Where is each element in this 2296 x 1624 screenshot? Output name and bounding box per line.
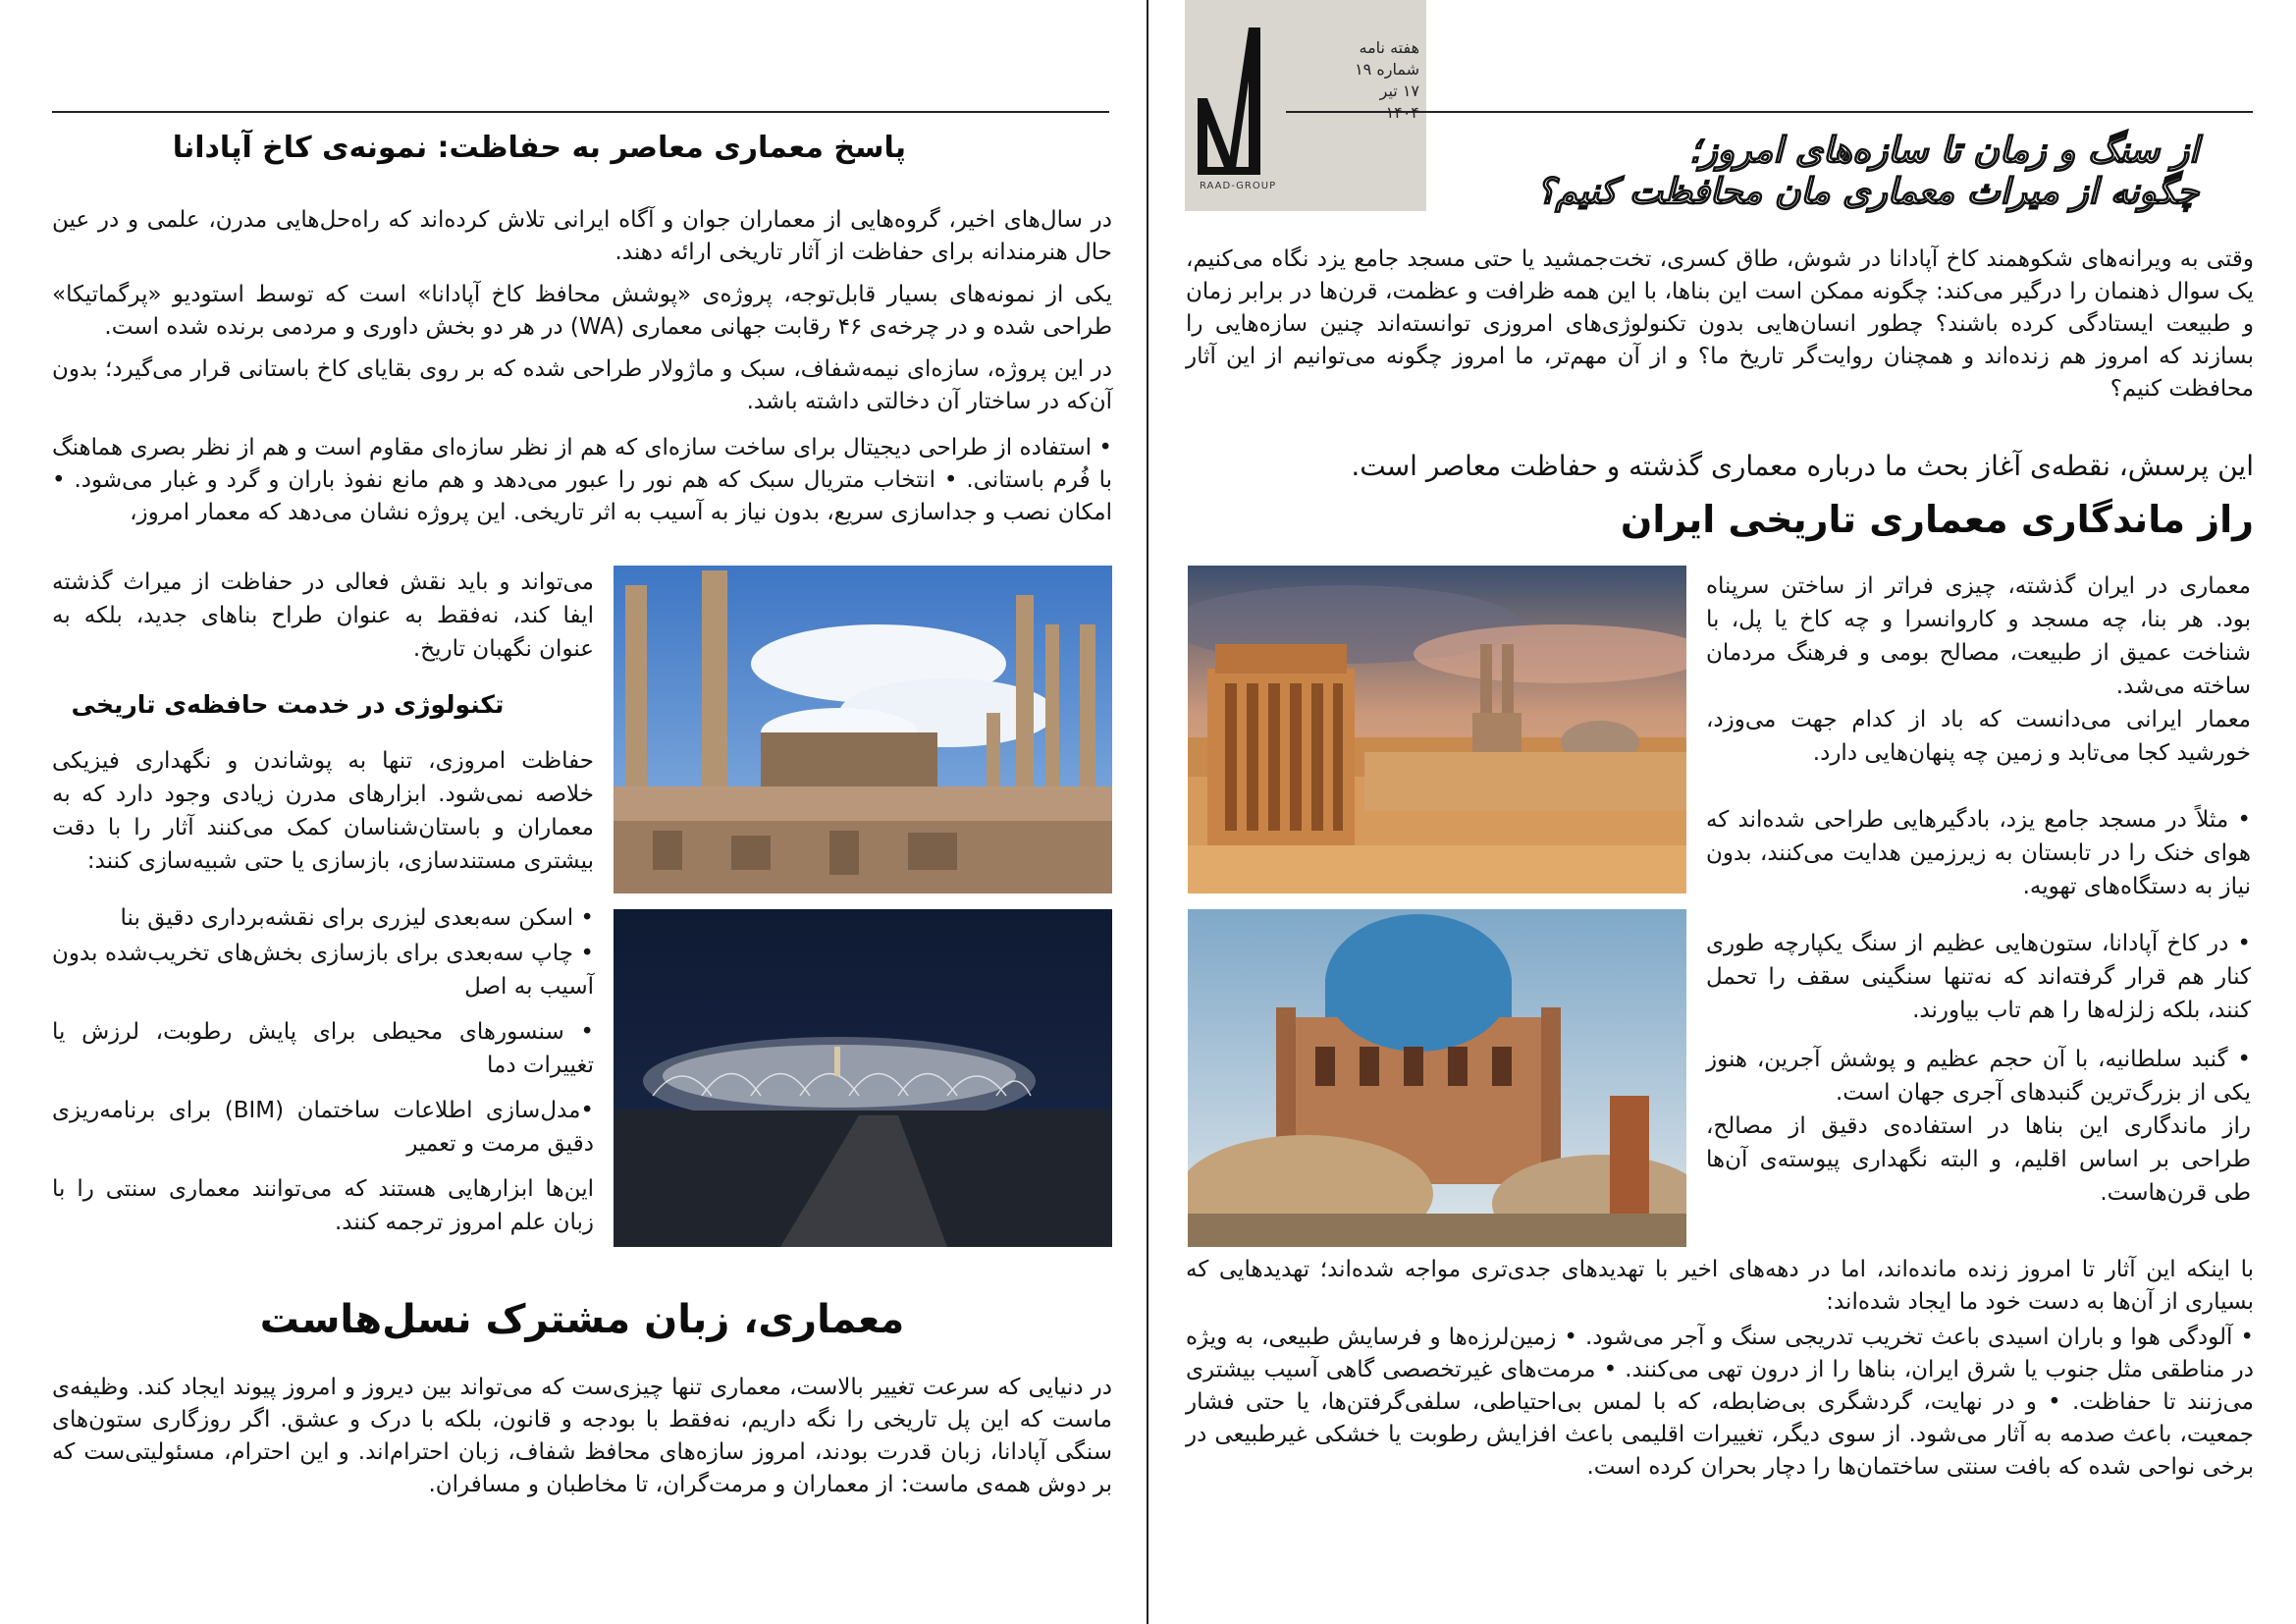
main-title-line1: از سنگ و زمان تا سازه‌های امروز؛ <box>1688 131 2199 171</box>
left-paragraph-2: یکی از نمونه‌های بسیار قابل‌توجه، پروژه‌ی «پوشش محافظ کاخ آپادانا» است که توسط استودیو «پرگماتیکا» طراحی شده و در چرخه‌ی ۴۶ رقابت جهانی معماری (WA) در هر دو بخش داوری و مردمی برنده شده است. <box>52 282 1112 340</box>
issue-number: شماره ۱۹ <box>1355 60 1419 79</box>
closing-title: معماری، زبان مشترک نسل‌هاست <box>259 1297 905 1342</box>
tech-bullet-2: • چاپ سه‌بعدی برای بازسازی بخش‌های تخریب‌شده بدون آسیب به اصل <box>52 941 594 1000</box>
section-paragraph-1: معماری در ایران گذشته، چیزی فراتر از ساختن سرپناه بود. هر بنا، چه مسجد و کاروانسرا و چه کاخ یا پل، با شناخت عمیق از طبیعت، مصالح بومی و فرهنگ مردمان ساخته می‌شد. <box>1706 573 2251 699</box>
tech-paragraph-1: حفاظت امروزی، تنها به پوشاندن و نگهداری فیزیکی خلاصه نمی‌شود. ابزارهای مدرن زیادی وجود دارد که به معماران و باستان‌شناسان کمک می‌کنند آثار را با دقت بیشتری مستندسازی، بازسازی یا حتی شبیه‌سازی کنند: <box>52 748 594 874</box>
left-paragraph-3: در این پروژه، سازه‌ای نیمه‌شفاف، سبک و ماژولار طراحی شده که بر روی بقایای کاخ باستانی قرار می‌گیرد؛ بدون آن‌که در ساختار آن دخالتی داشته باشد. <box>52 356 1112 414</box>
threats-intro: با اینکه این آثار تا امروز زنده مانده‌اند، اما در دهه‌های اخیر با تهدیدهای جدی‌تری مواجه شده‌اند؛ تهدیدهایی که بسیاری از آن‌ها به دست خود ما ایجاد شده‌اند: <box>1186 1257 2254 1315</box>
tech-title: تکنولوژی در خدمت حافظه‌ی تاریخی <box>71 690 505 719</box>
section-bullet-yazd: • مثلاً در مسجد جامع یزد، بادگیرهایی طراحی شده‌اند که هوای خنک را در تابستان به زیرزمین هدایت می‌کنند، بدون نیاز به دستگاه‌های تهویه. <box>1706 807 2251 899</box>
left-bullets: • استفاده از طراحی دیجیتال برای ساخت سازه‌ای که هم از نظر سازه‌ای مقاوم است و هم از نظر بصری هماهنگ با فُرم باستانی. • انتخاب متریال سبک که هم نور را عبور می‌دهد و هم مانع نفوذ باران و گرد و غبار می‌شود. • امکان نصب و جداسازی سریع، بدون نیاز به آسیب به اثر تاریخی. این پروژه نشان می‌دهد که معمار امروز، <box>52 435 1112 525</box>
tech-paragraph-2: این‌ها ابزارهایی هستند که می‌توانند معماری سنتی را با زبان علم امروز ترجمه کنند. <box>52 1176 594 1235</box>
intro-lead: این پرسش، نقطه‌ی آغاز بحث ما درباره معماری گذشته و حفاظت معاصر است. <box>1351 450 2254 482</box>
closing-paragraph: در دنیایی که سرعت تغییر بالاست، معماری تنها چیزی‌ست که می‌تواند بین دیروز و امروز پیوند ایجاد کند. وظیفه‌ی ماست که این پل تاریخی را نگه داریم، نه‌فقط با بودجه و قانون، بلکه با درک و عشق. اگر روزگاری ستون‌های سنگی آپادانا، زبان قدرت بودند، امروز سازه‌های محافظ شفاف، زبان احترام‌اند. و این احترام، مسئولیتی‌ست که بر دوش همه‌ی ماست: از معماران و مرمت‌گران، تا مخاطبان و مسافران. <box>52 1375 1112 1497</box>
intro-paragraph: وقتی به ویرانه‌های شکوهمند کاخ آپادانا در شوش، طاق کسری، تخت‌جمشید یا حتی مسجد جامع یزد نگاه می‌کنیم، یک سوال ذهنمان را درگیر می‌کند: چگونه ممکن است این بناها، با این همه ظرافت و عظمت، قرن‌ها در برابر زمان و طبیعت ایستادگی کرده باشند؟ چطور انسان‌هایی بدون تکنولوژی‌های امروزی توانسته‌اند چنین سازه‌هایی را بسازند که امروز هم زنده‌اند و همچنان روایت‌گر تاریخ ما؟ و از آن مهم‌تر، ما امروز چگونه می‌توانیم از این آثار محافظت کنیم؟ <box>1186 246 2254 402</box>
weekly-label: هفته نامه <box>1359 38 1419 57</box>
tech-bullet-3: • سنسورهای محیطی برای پایش رطوبت، لرزش یا تغییرات دما <box>52 1019 594 1078</box>
logo-caption: RAAD-GROUP <box>1200 181 1277 191</box>
apadana-ruins-photo <box>614 566 1112 893</box>
main-title-line2: چگونه از میراث معماری مان محافظت کنیم؟ <box>1536 172 2199 212</box>
left-continuation: می‌تواند و باید نقش فعالی در حفاظت از میراث گذشته ایفا کند، نه‌فقط به عنوان طراح بناهای جدید، بلکه به عنوان نگهبان تاریخ. <box>52 569 594 662</box>
section-paragraph-2: معمار ایرانی می‌دانست که باد از کدام جهت می‌وزد، خورشید کجا می‌تابد و زمین چه پنهان‌هایی دارد. <box>1706 707 2251 766</box>
raad-logo-icon <box>1198 27 1278 175</box>
masthead-rule-left <box>52 111 1109 113</box>
threats-list: • آلودگی هوا و باران اسیدی باعث تخریب تدریجی سنگ و آجر می‌شود. • زمین‌لرزه‌ها و فرسایش طبیعی، به ویژه در مناطقی مثل جنوب یا شرق ایران، بناها را از درون تهی می‌کنند. • مرمت‌های غیرتخصصی گاهی آسیب بیشتری می‌زنند تا حفاظت. • و در نهایت، گردشگری بی‌ضابطه، که با لمس بی‌احتیاطی، سلفی‌گرفتن‌ها، یا حتی فشار جمعیت، باعث صدمه به آثار می‌شود. از سوی دیگر، تغییرات اقلیمی باعث افزایش رطوبت یا خشکی غیرطبیعی در برخی نواحی شده که بافت سنتی ساختمان‌ها را دچار بحران کرده است. <box>1186 1325 2254 1480</box>
section-bullet-soltanieh: • گنبد سلطانیه، با آن حجم عظیم و پوشش آجرین، هنوز یکی از بزرگ‌ترین گنبدهای آجری جهان است. <box>1706 1047 2251 1106</box>
protective-canopy-night-photo <box>614 909 1112 1247</box>
page-divider <box>1147 0 1148 1624</box>
main-title <box>1276 131 2199 213</box>
left-paragraph-1: در سال‌های اخیر، گروه‌هایی از معماران جوان و آگاه ایرانی تلاش کرده‌اند که راه‌حل‌هایی مدرن، علمی و در عین حال هنرمندانه برای حفاظت از آثار تاریخی ارائه دهند. <box>52 207 1112 265</box>
soltanieh-dome-photo <box>1188 909 1686 1247</box>
issue-date: ۱۷ تیر <box>1379 81 1419 100</box>
tech-bullet-4: •مدل‌سازی اطلاعات ساختمان (BIM) برای برنامه‌ریزی دقیق مرمت و تعمیر <box>52 1098 594 1157</box>
section-bullet-apadana: • در کاخ آپادانا، ستون‌هایی عظیم از سنگ یکپارچه طوری کنار هم قرار گرفته‌اند که نه‌تنها سنگینی سقف را تحمل کنند، بلکه زلزله‌ها را هم تاب بیاورند. <box>1706 931 2251 1023</box>
section-paragraph-3: راز ماندگاری این بناها در استفاده‌ی دقیق از مصالح، طراحی بر اساس اقلیم، و البته نگهداری پیوسته‌ی آن‌ها طی قرن‌هاست. <box>1706 1113 2251 1206</box>
tech-bullet-1: • اسکن سه‌بعدی لیزری برای نقشه‌برداری دقیق بنا <box>120 905 594 931</box>
masthead-rule-right <box>1286 111 2253 113</box>
left-title: پاسخ معماری معاصر به حفاظت: نمونه‌ی کاخ آپادانا <box>172 131 906 165</box>
section-title: راز ماندگاری معماری تاریخی ایران <box>1620 498 2254 541</box>
yazd-windcatcher-photo <box>1188 566 1686 893</box>
